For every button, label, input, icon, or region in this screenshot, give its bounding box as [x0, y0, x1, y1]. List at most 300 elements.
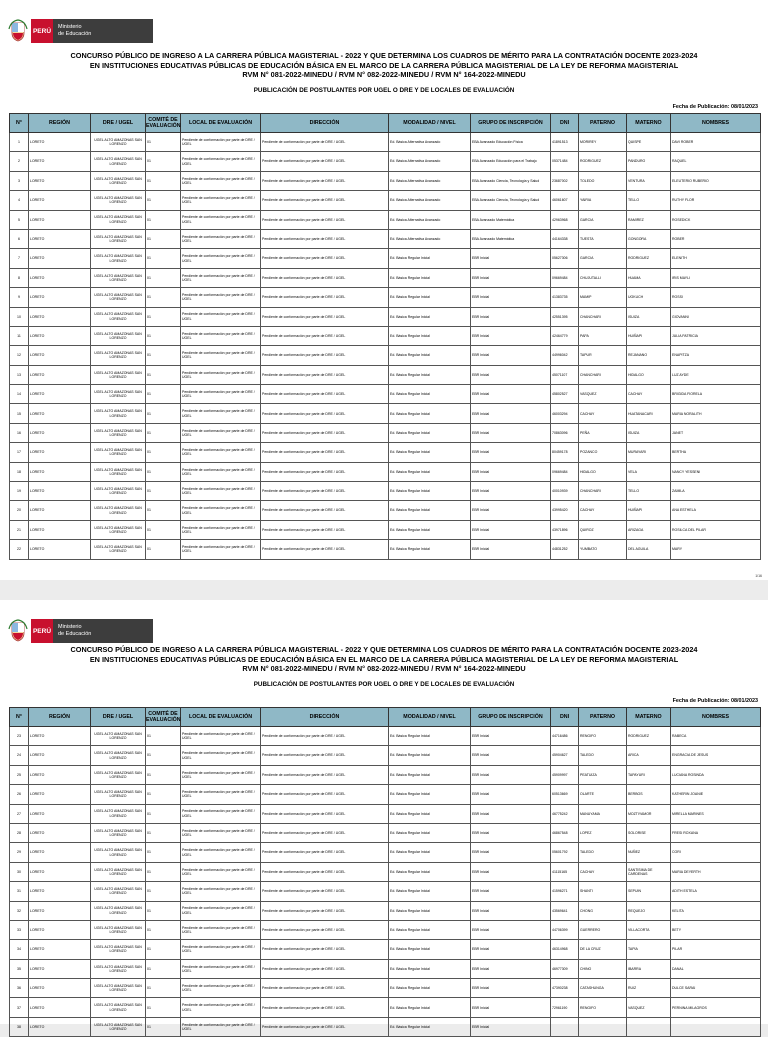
table-row	[10, 346, 761, 365]
materno-cell: MOZTIYAMOR	[627, 804, 671, 823]
grupo-cell: EBR Inicial	[471, 727, 551, 746]
row-number: 33	[10, 920, 29, 939]
modalidad-cell: Ed. Básica Regular Inicial	[389, 901, 471, 920]
modalidad-cell: Ed. Básica Regular Inicial	[389, 727, 471, 746]
materno-cell: ARIZAGA	[627, 520, 671, 539]
materno-cell: PANDURO	[627, 152, 671, 171]
grupo-cell: EBR Inicial	[471, 959, 551, 978]
row-number: 2	[10, 152, 29, 171]
table-row	[10, 307, 761, 326]
row-number: 32	[10, 901, 29, 920]
local-cell: Pendiente de conformación por parte de DRE / UGEL	[181, 940, 261, 959]
nombres-cell: ROSSI	[671, 288, 761, 307]
ugel-cell: UGEL ALTO AMAZONAS SAN LORENZO	[91, 268, 146, 287]
direccion-cell: Pendiente de conformación por parte de DRE / UGEL	[261, 746, 389, 765]
paterno-cell: YUMBATO	[579, 540, 627, 559]
row-number: 18	[10, 462, 29, 481]
table-row	[10, 1017, 761, 1036]
ugel-cell: UGEL ALTO AMAZONAS SAN LORENZO	[91, 404, 146, 423]
row-number: 10	[10, 307, 29, 326]
region-cell: LORETO	[29, 191, 91, 210]
ugel-cell: UGEL ALTO AMAZONAS SAN LORENZO	[91, 288, 146, 307]
local-cell: Pendiente de conformación por parte de DRE / UGEL	[181, 979, 261, 998]
column-header: PATERNO	[579, 114, 627, 133]
ugel-cell: UGEL ALTO AMAZONAS SAN LORENZO	[91, 823, 146, 842]
modalidad-cell: Ed. Básica Regular Inicial	[389, 501, 471, 520]
nombres-cell: ROSEDICK	[671, 210, 761, 229]
row-number: 37	[10, 998, 29, 1017]
applicants-table	[9, 113, 761, 560]
direccion-cell: Pendiente de conformación por parte de DRE / UGEL	[261, 365, 389, 384]
nombres-cell: ZAMILA	[671, 482, 761, 501]
local-cell: Pendiente de conformación por parte de DRE / UGEL	[181, 823, 261, 842]
table-row	[10, 133, 761, 152]
paterno-cell: VASQUEZ	[579, 385, 627, 404]
paterno-cell: PEÑA	[579, 423, 627, 442]
row-number: 38	[10, 1017, 29, 1036]
document-header	[0, 51, 768, 94]
region-cell: LORETO	[29, 462, 91, 481]
modalidad-cell: Ed. Básica Regular Inicial	[389, 462, 471, 481]
materno-cell: VENTURA	[627, 171, 671, 190]
dni-cell: 46977309	[551, 959, 579, 978]
nombres-cell: ANA ESTHELA	[671, 501, 761, 520]
paterno-cell: CACHAY	[579, 501, 627, 520]
modalidad-cell: Ed. Básica Regular Inicial	[389, 443, 471, 462]
table-row	[10, 520, 761, 539]
comite-cell: 01	[146, 785, 181, 804]
table-row	[10, 191, 761, 210]
region-cell: LORETO	[29, 288, 91, 307]
row-number: 9	[10, 288, 29, 307]
local-cell: Pendiente de conformación por parte de DRE / UGEL	[181, 326, 261, 345]
dni-cell: 09669484	[551, 462, 579, 481]
materno-cell: VASQUEZ	[627, 998, 671, 1017]
direccion-cell: Pendiente de conformación por parte de DRE / UGEL	[261, 979, 389, 998]
region-cell: LORETO	[29, 210, 91, 229]
paterno-cell: RENGIFO	[579, 998, 627, 1017]
materno-cell: REJANANO	[627, 346, 671, 365]
region-cell: LORETO	[29, 482, 91, 501]
direccion-cell: Pendiente de conformación por parte de DRE / UGEL	[261, 171, 389, 190]
dni-cell: 45802527	[551, 385, 579, 404]
dni-cell: 80459178	[551, 443, 579, 462]
dni-cell: 44164338	[551, 229, 579, 248]
nombres-cell: DULCE SARAI	[671, 979, 761, 998]
row-number: 35	[10, 959, 29, 978]
logo-ministry-line1: Ministerio	[58, 624, 82, 630]
direccion-cell: Pendiente de conformación por parte de DRE / UGEL	[261, 229, 389, 248]
paterno-cell: TUESTA	[579, 229, 627, 248]
paterno-cell: MORIREY	[579, 133, 627, 152]
direccion-cell: Pendiente de conformación por parte de DRE / UGEL	[261, 133, 389, 152]
column-header: GRUPO DE INSCRIPCIÓN	[471, 708, 551, 727]
modalidad-cell: Ed. Básica Regular Inicial	[389, 862, 471, 881]
local-cell: Pendiente de conformación por parte de DRE / UGEL	[181, 1017, 261, 1036]
dni-cell: 46867548	[551, 823, 579, 842]
direccion-cell: Pendiente de conformación por parte de DRE / UGEL	[261, 901, 389, 920]
region-cell: LORETO	[29, 501, 91, 520]
column-header: N°	[10, 708, 29, 727]
grupo-cell: EBA Avanzado Ciencia, Tecnología y Salud	[471, 171, 551, 190]
dni-cell: 72961190	[551, 998, 579, 1017]
ugel-cell: UGEL ALTO AMAZONAS SAN LORENZO	[91, 843, 146, 862]
comite-cell: 01	[146, 979, 181, 998]
paterno-cell: POZANCO	[579, 443, 627, 462]
row-number: 11	[10, 326, 29, 345]
nombres-cell: RAQUEL	[671, 152, 761, 171]
direccion-cell: Pendiente de conformación por parte de DRE / UGEL	[261, 462, 389, 481]
row-number: 36	[10, 979, 29, 998]
table-row	[10, 229, 761, 248]
modalidad-cell: Ed. Básica Regular Inicial	[389, 404, 471, 423]
row-number: 14	[10, 385, 29, 404]
column-header: PATERNO	[579, 708, 627, 727]
paterno-cell: CHANCHARI	[579, 307, 627, 326]
local-cell: Pendiente de conformación por parte de DRE / UGEL	[181, 210, 261, 229]
grupo-cell: EBR Inicial	[471, 901, 551, 920]
table-row	[10, 462, 761, 481]
table-row	[10, 785, 761, 804]
materno-cell: VILLACORTA	[627, 920, 671, 939]
table-header-row	[10, 708, 761, 727]
comite-cell: 01	[146, 804, 181, 823]
direccion-cell: Pendiente de conformación por parte de DRE / UGEL	[261, 823, 389, 842]
local-cell: Pendiente de conformación por parte de DRE / UGEL	[181, 804, 261, 823]
materno-cell: HUIÑAPI	[627, 501, 671, 520]
table-row	[10, 940, 761, 959]
table-row	[10, 862, 761, 881]
comite-cell: 01	[146, 307, 181, 326]
materno-cell: TELLO	[627, 191, 671, 210]
modalidad-cell: Ed. Básica Alternativa Avanzado	[389, 133, 471, 152]
table-row	[10, 443, 761, 462]
column-header: DIRECCIÓN	[261, 708, 389, 727]
local-cell: Pendiente de conformación por parte de DRE / UGEL	[181, 365, 261, 384]
column-header: DNI	[551, 114, 579, 133]
page-number: 1/16	[755, 574, 762, 578]
paterno-cell: CHUJUTALLI	[579, 268, 627, 287]
ugel-cell: UGEL ALTO AMAZONAS SAN LORENZO	[91, 307, 146, 326]
direccion-cell: Pendiente de conformación por parte de DRE / UGEL	[261, 804, 389, 823]
local-cell: Pendiente de conformación por parte de DRE / UGEL	[181, 998, 261, 1017]
comite-cell: 01	[146, 862, 181, 881]
dni-cell: 46314968	[551, 940, 579, 959]
row-number: 15	[10, 404, 29, 423]
direccion-cell: Pendiente de conformación por parte de DRE / UGEL	[261, 326, 389, 345]
column-header: GRUPO DE INSCRIPCIÓN	[471, 114, 551, 133]
local-cell: Pendiente de conformación por parte de DRE / UGEL	[181, 785, 261, 804]
column-header: NOMBRES	[671, 114, 761, 133]
local-cell: Pendiente de conformación por parte de DRE / UGEL	[181, 540, 261, 559]
direccion-cell: Pendiente de conformación por parte de DRE / UGEL	[261, 443, 389, 462]
nombres-cell	[671, 1017, 761, 1036]
modalidad-cell: Ed. Básica Alternativa Avanzado	[389, 191, 471, 210]
ugel-cell: UGEL ALTO AMAZONAS SAN LORENZO	[91, 385, 146, 404]
column-header: COMITÉ DE EVALUACIÓN	[146, 114, 181, 133]
paterno-cell: PEATUIZA	[579, 765, 627, 784]
ugel-cell: UGEL ALTO AMAZONAS SAN LORENZO	[91, 152, 146, 171]
dni-cell: 05601792	[551, 843, 579, 862]
row-number: 5	[10, 210, 29, 229]
dni-cell: 41383735	[551, 288, 579, 307]
local-cell: Pendiente de conformación por parte de DRE / UGEL	[181, 152, 261, 171]
paterno-cell: QUIROZ	[579, 520, 627, 539]
ugel-cell: UGEL ALTO AMAZONAS SAN LORENZO	[91, 959, 146, 978]
modalidad-cell: Ed. Básica Regular Inicial	[389, 959, 471, 978]
modalidad-cell: Ed. Básica Regular Inicial	[389, 843, 471, 862]
table-row	[10, 804, 761, 823]
column-header: MODALIDAD / NIVEL	[389, 114, 471, 133]
region-cell: LORETO	[29, 423, 91, 442]
ugel-cell: UGEL ALTO AMAZONAS SAN LORENZO	[91, 482, 146, 501]
materno-cell: QUISPE	[627, 133, 671, 152]
nombres-cell: RABECA	[671, 727, 761, 746]
dni-cell: 42963968	[551, 210, 579, 229]
table-row	[10, 423, 761, 442]
nombres-cell: MIRELLA MARINES	[671, 804, 761, 823]
table-row	[10, 365, 761, 384]
table-row	[10, 746, 761, 765]
modalidad-cell: Ed. Básica Regular Inicial	[389, 765, 471, 784]
comite-cell: 01	[146, 520, 181, 539]
grupo-cell: EBR Inicial	[471, 540, 551, 559]
dni-cell: 41596271	[551, 882, 579, 901]
region-cell: LORETO	[29, 940, 91, 959]
paterno-cell: OLARTE	[579, 785, 627, 804]
nombres-cell: ROSILCA DEL PILAR	[671, 520, 761, 539]
ugel-cell: UGEL ALTO AMAZONAS SAN LORENZO	[91, 365, 146, 384]
materno-cell: DEL AGUILA	[627, 540, 671, 559]
dni-cell: 05371484	[551, 152, 579, 171]
direccion-cell: Pendiente de conformación por parte de DRE / UGEL	[261, 385, 389, 404]
modalidad-cell: Ed. Básica Regular Inicial	[389, 540, 471, 559]
materno-cell: ISUIZA	[627, 307, 671, 326]
column-header: DIRECCIÓN	[261, 114, 389, 133]
materno-cell: BERBOS	[627, 785, 671, 804]
materno-cell: REQUEJO	[627, 901, 671, 920]
dni-cell: 43995420	[551, 501, 579, 520]
direccion-cell: Pendiente de conformación por parte de DRE / UGEL	[261, 862, 389, 881]
grupo-cell: EBA Avanzado Ciencia, Tecnología y Salud	[471, 191, 551, 210]
ugel-cell: UGEL ALTO AMAZONAS SAN LORENZO	[91, 443, 146, 462]
column-header: LOCAL DE EVALUACIÓN	[181, 708, 261, 727]
ugel-cell: UGEL ALTO AMAZONAS SAN LORENZO	[91, 746, 146, 765]
ugel-cell: UGEL ALTO AMAZONAS SAN LORENZO	[91, 920, 146, 939]
local-cell: Pendiente de conformación por parte de DRE / UGEL	[181, 404, 261, 423]
row-number: 29	[10, 843, 29, 862]
paterno-cell: CACHAY	[579, 862, 627, 881]
grupo-cell: EBR Inicial	[471, 920, 551, 939]
local-cell: Pendiente de conformación por parte de DRE / UGEL	[181, 862, 261, 881]
local-cell: Pendiente de conformación por parte de DRE / UGEL	[181, 171, 261, 190]
region-cell: LORETO	[29, 385, 91, 404]
direccion-cell: Pendiente de conformación por parte de DRE / UGEL	[261, 152, 389, 171]
local-cell: Pendiente de conformación por parte de DRE / UGEL	[181, 843, 261, 862]
region-cell: LORETO	[29, 268, 91, 287]
direccion-cell: Pendiente de conformación por parte de DRE / UGEL	[261, 482, 389, 501]
table-header-row	[10, 114, 761, 133]
local-cell: Pendiente de conformación por parte de DRE / UGEL	[181, 901, 261, 920]
region-cell: LORETO	[29, 326, 91, 345]
materno-cell: SEPUIN	[627, 882, 671, 901]
ugel-cell: UGEL ALTO AMAZONAS SAN LORENZO	[91, 979, 146, 998]
grupo-cell: EBR Inicial	[471, 482, 551, 501]
grupo-cell: EBR Inicial	[471, 520, 551, 539]
region-cell: LORETO	[29, 249, 91, 268]
logo-country: PERÚ	[31, 619, 53, 643]
materno-cell: TAPAYURI	[627, 765, 671, 784]
row-number: 24	[10, 746, 29, 765]
region-cell: LORETO	[29, 959, 91, 978]
nombres-cell: BERTHA	[671, 443, 761, 462]
dni-cell: 42464779	[551, 326, 579, 345]
grupo-cell: EBR Inicial	[471, 385, 551, 404]
nombres-cell: KATHERIN JOANIE	[671, 785, 761, 804]
local-cell: Pendiente de conformación por parte de DRE / UGEL	[181, 765, 261, 784]
comite-cell: 01	[146, 365, 181, 384]
modalidad-cell: Ed. Básica Regular Inicial	[389, 804, 471, 823]
logo-country: PERÚ	[31, 19, 53, 43]
row-number: 26	[10, 785, 29, 804]
region-cell: LORETO	[29, 307, 91, 326]
ugel-cell: UGEL ALTO AMAZONAS SAN LORENZO	[91, 249, 146, 268]
local-cell: Pendiente de conformación por parte de DRE / UGEL	[181, 385, 261, 404]
table-row	[10, 326, 761, 345]
dni-cell: 44716486	[551, 727, 579, 746]
row-number: 17	[10, 443, 29, 462]
nombres-cell: GIOVANNI	[671, 307, 761, 326]
comite-cell: 01	[146, 152, 181, 171]
modalidad-cell: Ed. Básica Alternativa Avanzado	[389, 229, 471, 248]
materno-cell: TELLO	[627, 482, 671, 501]
paterno-cell: YAIRIA	[579, 191, 627, 210]
comite-cell: 01	[146, 346, 181, 365]
peru-shield-icon	[8, 19, 28, 43]
local-cell: Pendiente de conformación por parte de DRE / UGEL	[181, 443, 261, 462]
local-cell: Pendiente de conformación por parte de DRE / UGEL	[181, 882, 261, 901]
table-row	[10, 959, 761, 978]
document-header	[0, 645, 768, 688]
materno-cell: HUATANACARI	[627, 404, 671, 423]
table-row	[10, 482, 761, 501]
nombres-cell: ENGRACIA DE JESUS	[671, 746, 761, 765]
row-number: 7	[10, 249, 29, 268]
nombres-cell: ROBER	[671, 229, 761, 248]
local-cell: Pendiente de conformación por parte de DRE / UGEL	[181, 920, 261, 939]
column-header: COMITÉ DE EVALUACIÓN	[146, 708, 181, 727]
column-header: REGIÓN	[29, 708, 91, 727]
grupo-cell: EBR Inicial	[471, 882, 551, 901]
table-row	[10, 288, 761, 307]
region-cell: LORETO	[29, 404, 91, 423]
comite-cell: 01	[146, 540, 181, 559]
modalidad-cell: Ed. Básica Regular Inicial	[389, 979, 471, 998]
ugel-cell: UGEL ALTO AMAZONAS SAN LORENZO	[91, 501, 146, 520]
table-row	[10, 901, 761, 920]
nombres-cell: PILAR	[671, 940, 761, 959]
modalidad-cell: Ed. Básica Regular Inicial	[389, 346, 471, 365]
direccion-cell: Pendiente de conformación por parte de DRE / UGEL	[261, 765, 389, 784]
comite-cell: 01	[146, 404, 181, 423]
row-number: 6	[10, 229, 29, 248]
row-number: 31	[10, 882, 29, 901]
paterno-cell: DE LA CRUZ	[579, 940, 627, 959]
direccion-cell: Pendiente de conformación por parte de DRE / UGEL	[261, 998, 389, 1017]
materno-cell: IBARRA	[627, 959, 671, 978]
dni-cell: 60513669	[551, 785, 579, 804]
document-subtitle: PUBLICACIÓN DE POSTULANTES POR UGEL O DRE Y DE LOCALES DE EVALUACIÓN	[253, 86, 515, 94]
local-cell: Pendiente de conformación por parte de DRE / UGEL	[181, 501, 261, 520]
table-row	[10, 979, 761, 998]
local-cell: Pendiente de conformación por parte de DRE / UGEL	[181, 482, 261, 501]
region-cell: LORETO	[29, 229, 91, 248]
ugel-cell: UGEL ALTO AMAZONAS SAN LORENZO	[91, 210, 146, 229]
dni-cell: 05627306	[551, 249, 579, 268]
local-cell: Pendiente de conformación por parte de DRE / UGEL	[181, 249, 261, 268]
row-number: 8	[10, 268, 29, 287]
comite-cell: 01	[146, 191, 181, 210]
title-line-3: RVM N° 081-2022-MINEDU / RVM N° 082-2022-MINEDU / RVM N° 164-2022-MINEDU	[242, 70, 526, 80]
comite-cell: 01	[146, 1017, 181, 1036]
paterno-cell: GARCIA	[579, 249, 627, 268]
column-header: DRE / UGEL	[91, 708, 146, 727]
region-cell: LORETO	[29, 979, 91, 998]
region-cell: LORETO	[29, 443, 91, 462]
ugel-cell: UGEL ALTO AMAZONAS SAN LORENZO	[91, 346, 146, 365]
comite-cell: 01	[146, 443, 181, 462]
ugel-cell: UGEL ALTO AMAZONAS SAN LORENZO	[91, 940, 146, 959]
region-cell: LORETO	[29, 862, 91, 881]
paterno-cell: TALEDO	[579, 746, 627, 765]
materno-cell: NUÑEZ	[627, 843, 671, 862]
comite-cell: 01	[146, 210, 181, 229]
region-cell: LORETO	[29, 152, 91, 171]
direccion-cell: Pendiente de conformación por parte de DRE / UGEL	[261, 959, 389, 978]
region-cell: LORETO	[29, 346, 91, 365]
table-row	[10, 920, 761, 939]
table-row	[10, 765, 761, 784]
comite-cell: 01	[146, 765, 181, 784]
grupo-cell: EBR Inicial	[471, 443, 551, 462]
direccion-cell: Pendiente de conformación por parte de DRE / UGEL	[261, 404, 389, 423]
table-row	[10, 171, 761, 190]
nombres-cell: KELITA	[671, 901, 761, 920]
nombres-cell: LUCIANA ROSINDA	[671, 765, 761, 784]
grupo-cell: EBA Avanzado Educación para el Trabajo	[471, 152, 551, 171]
materno-cell: HUAMA	[627, 268, 671, 287]
ugel-cell: UGEL ALTO AMAZONAS SAN LORENZO	[91, 326, 146, 345]
comite-cell: 01	[146, 920, 181, 939]
comite-cell: 01	[146, 229, 181, 248]
nombres-cell: MARIA DEYERTH	[671, 862, 761, 881]
grupo-cell: EBR Inicial	[471, 765, 551, 784]
row-number: 16	[10, 423, 29, 442]
row-number: 23	[10, 727, 29, 746]
materno-cell: RODRIGUEZ	[627, 249, 671, 268]
local-cell: Pendiente de conformación por parte de DRE / UGEL	[181, 268, 261, 287]
modalidad-cell: Ed. Básica Regular Inicial	[389, 385, 471, 404]
row-number: 20	[10, 501, 29, 520]
paterno-cell	[579, 1017, 627, 1036]
table-row	[10, 404, 761, 423]
document-subtitle: PUBLICACIÓN DE POSTULANTES POR UGEL O DRE Y DE LOCALES DE EVALUACIÓN	[253, 680, 515, 688]
column-header: MATERNO	[627, 114, 671, 133]
materno-cell: SOLORISE	[627, 823, 671, 842]
materno-cell: MURAYARI	[627, 443, 671, 462]
table-row	[10, 882, 761, 901]
grupo-cell: EBR Inicial	[471, 746, 551, 765]
